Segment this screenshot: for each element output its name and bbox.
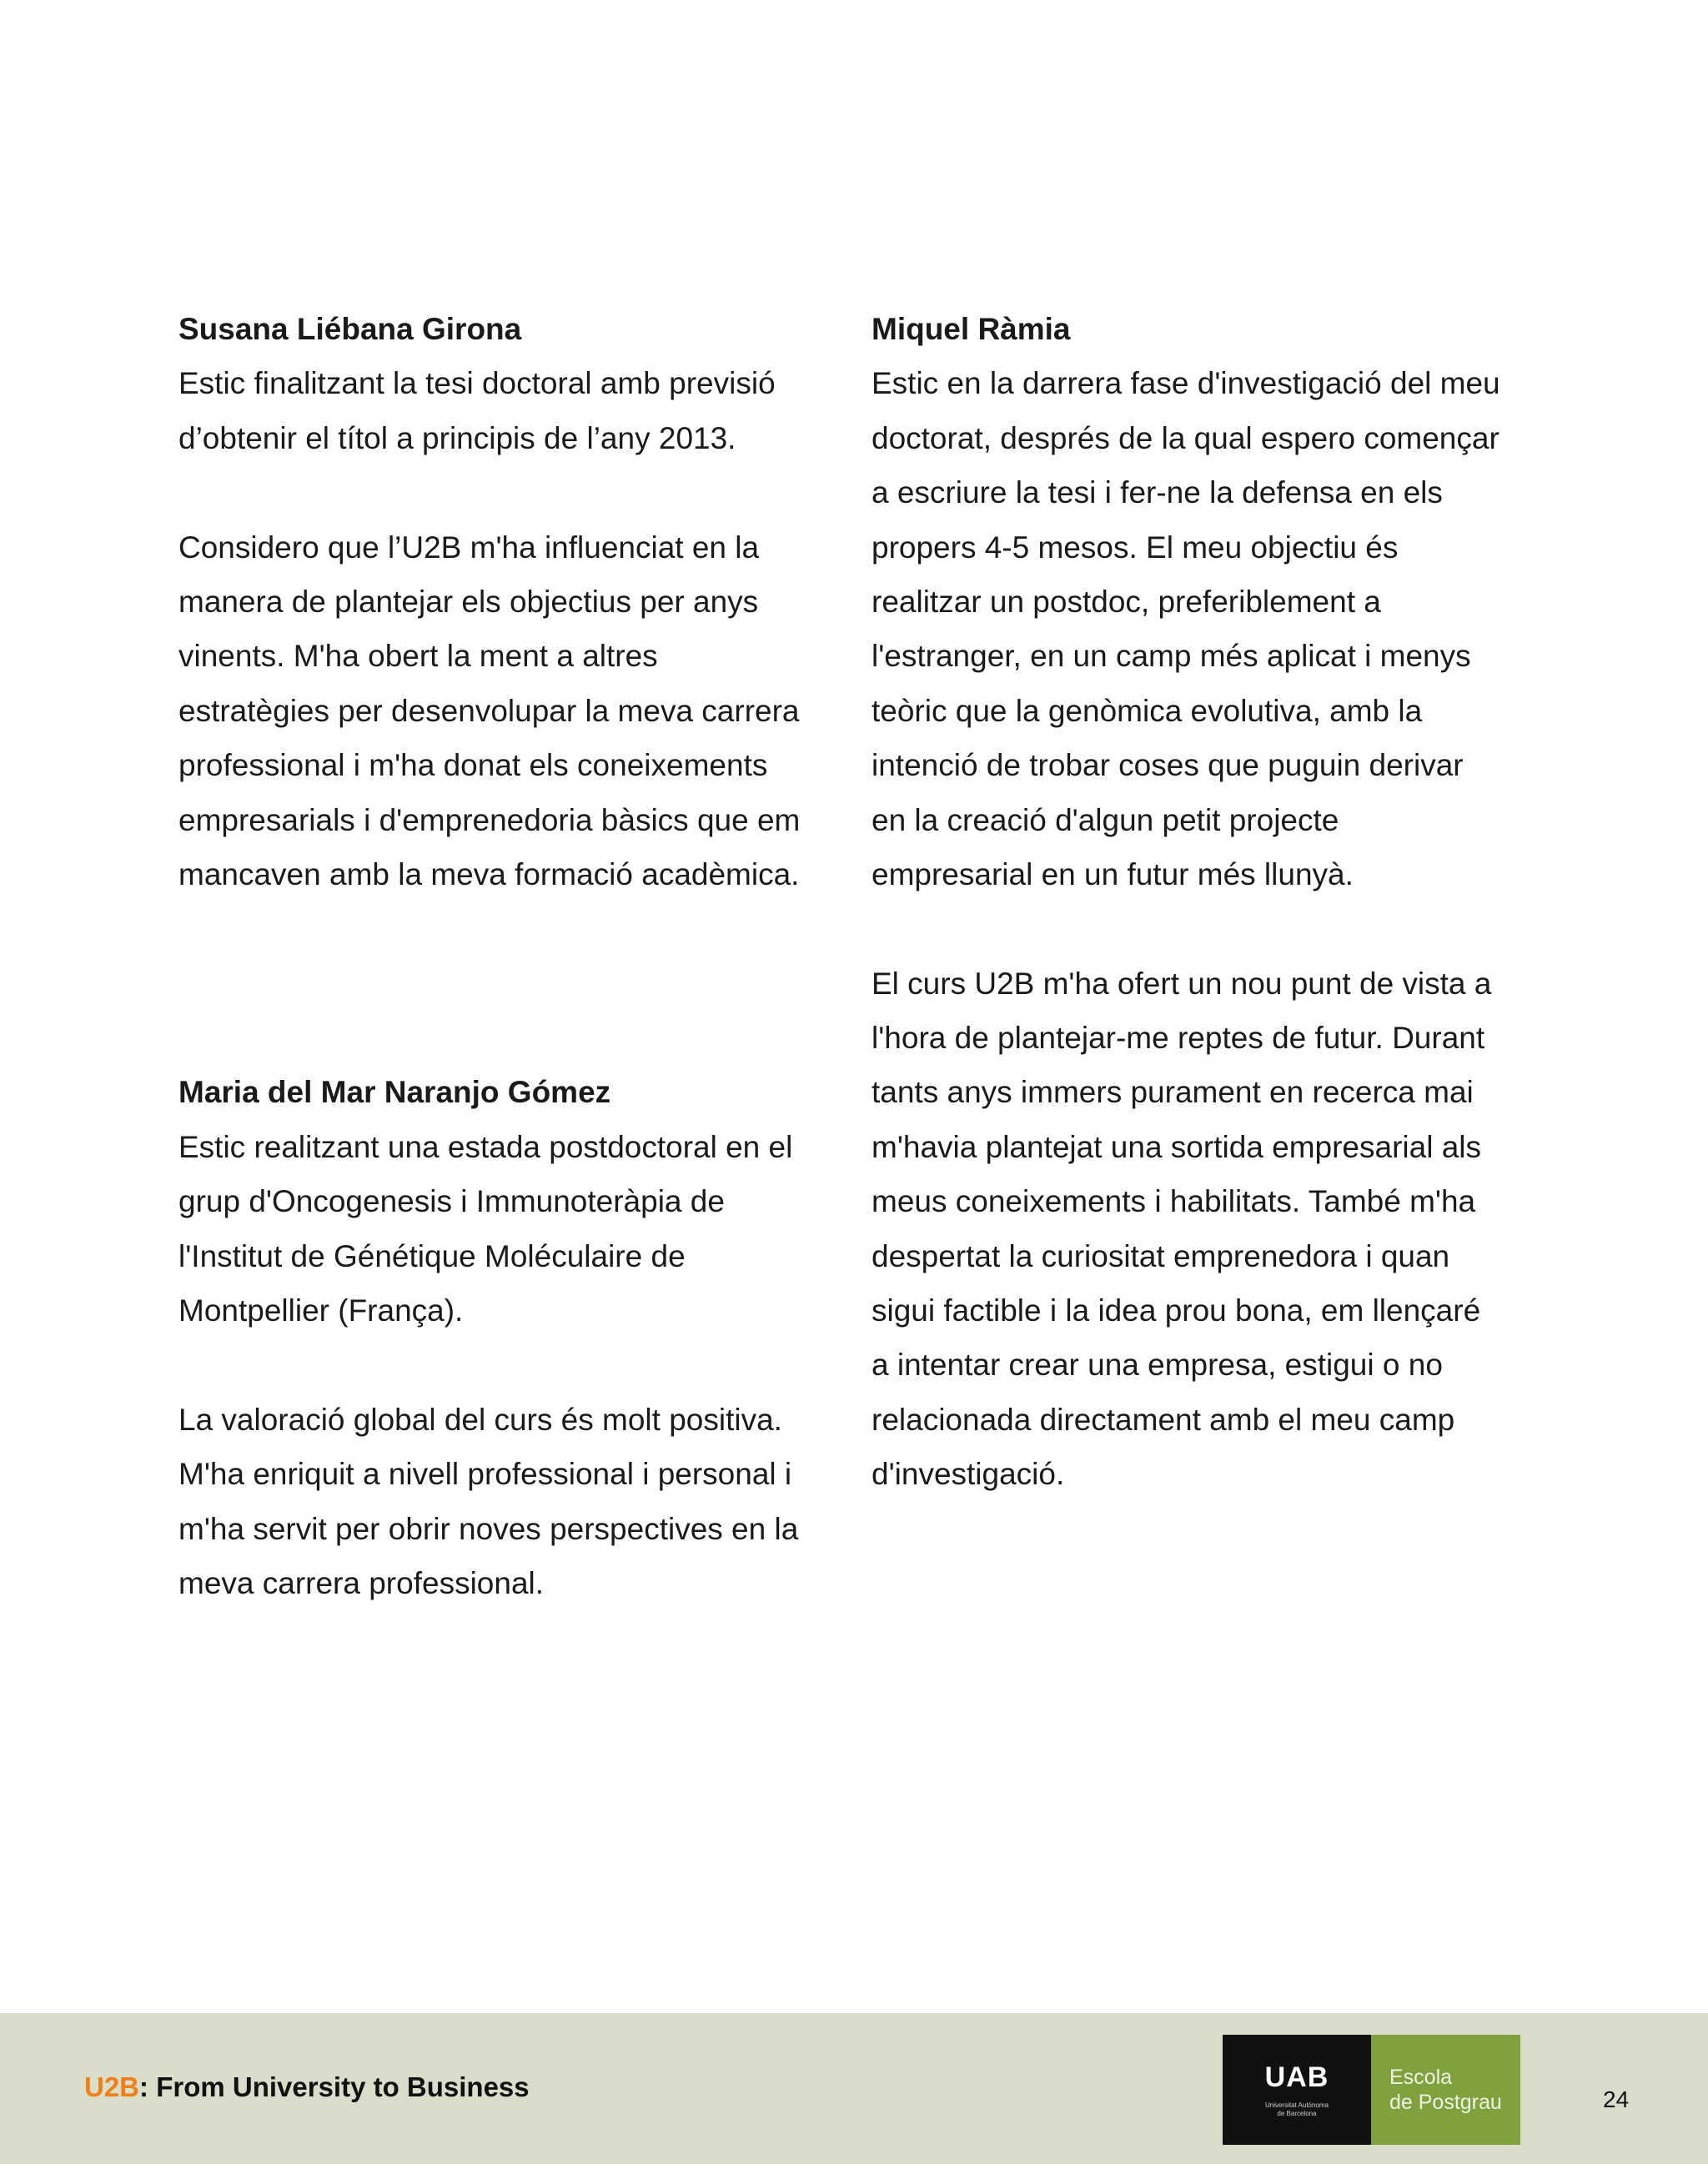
body-line: en la creació d'algun petit projecte: [872, 802, 1339, 837]
uab-logo-text: UAB: [1264, 2061, 1329, 2093]
body-line: doctorat, després de la qual espero començar: [872, 420, 1500, 455]
body-line: sigui factible i la idea prou bona, em llençaré: [872, 1293, 1481, 1328]
uab-logo-subtitle-line: de Barcelona: [1277, 2110, 1317, 2117]
body-line: m'ha servit per obrir noves perspectives en la: [178, 1511, 799, 1546]
body-line: Montpellier (França).: [178, 1293, 464, 1328]
body-line: l'hora de plantejar-me reptes de futur. Durant: [872, 1021, 1485, 1056]
body-line: tants anys immers purament en recerca mai: [872, 1075, 1474, 1110]
escola-logo-line: Escola: [1389, 2066, 1453, 2089]
body-line: l'estranger, en un camp més aplicat i menys: [872, 639, 1471, 674]
body-line: intenció de trobar coses que puguin derivar: [872, 748, 1464, 783]
body-line: Estic finalitzant la tesi doctoral amb previsió: [178, 366, 776, 401]
body-line: Estic en la darrera fase d'investigació del meu: [872, 366, 1500, 401]
body-line: empresarial en un futur més llunyà.: [872, 856, 1354, 891]
body-line: mancaven amb la meva formació acadèmica.: [178, 856, 800, 891]
body-line: a escriure la tesi i fer-ne la defensa en els: [872, 475, 1443, 510]
body-line: relacionada directament amb el meu camp: [872, 1402, 1455, 1437]
body-line: professional i m'ha donat els coneixements: [178, 748, 768, 783]
body-line: meva carrera professional.: [178, 1565, 545, 1600]
body-line: meus coneixements i habilitats. També m'ha: [872, 1184, 1476, 1219]
body-line: manera de plantejar els objectius per anys: [178, 584, 759, 619]
person-name: Miquel Ràmia: [872, 312, 1071, 346]
body-line: d’obtenir el títol a principis de l’any 2013.: [178, 420, 736, 455]
body-line: empresarials i d'emprenedoria bàsics que em: [178, 802, 801, 837]
footer-title-text: : From University to Business: [139, 2071, 530, 2102]
body-line: realitzar un postdoc, preferiblement a: [872, 584, 1381, 619]
body-line: vinents. M'ha obert la ment a altres: [178, 639, 658, 674]
left-column: [178, 302, 837, 1610]
uab-logo: [1223, 2035, 1371, 2145]
escola-postgrau-logo: [1371, 2035, 1520, 2145]
escola-logo-line: de Postgrau: [1389, 2091, 1502, 2114]
body-line: d'investigació.: [872, 1457, 1065, 1492]
body-line: m'havia plantejat una sortida empresarial als: [872, 1129, 1482, 1164]
body-line: teòric que la genòmica evolutiva, amb la: [872, 693, 1423, 728]
page-number: 24: [1603, 2086, 1630, 2112]
footer-title-accent: U2B: [84, 2071, 140, 2102]
uab-logo-subtitle-line: Universitat Autònoma: [1264, 2101, 1329, 2109]
body-line: Considero que l’U2B m'ha influenciat en la: [178, 530, 760, 565]
body-line: grup d'Oncogenesis i Immunoteràpia de: [178, 1184, 725, 1219]
body-line: Estic realitzant una estada postdoctoral en el: [178, 1129, 793, 1164]
right-column: [872, 302, 1530, 1502]
footer-title: [84, 2071, 530, 2103]
uab-logo-subtitle: [1223, 2101, 1371, 2118]
body-line: despertat la curiositat emprenedora i quan: [872, 1238, 1450, 1273]
body-line: propers 4-5 mesos. El meu objectiu és: [872, 530, 1399, 565]
person-name: Susana Liébana Girona: [178, 312, 522, 346]
body-line: La valoració global del curs és molt positiva.: [178, 1402, 782, 1437]
body-line: a intentar crear una empresa, estigui o no: [872, 1348, 1443, 1383]
body-line: estratègies per desenvolupar la meva carrera: [178, 693, 800, 728]
body-line: l'Institut de Génétique Moléculaire de: [178, 1238, 686, 1273]
body-line: M'ha enriquit a nivell professional i personal i: [178, 1457, 792, 1492]
escola-logo-text: [1389, 2065, 1502, 2115]
body-line: El curs U2B m'ha ofert un nou punt de vista a: [872, 966, 1492, 1001]
person-name: Maria del Mar Naranjo Gómez: [178, 1075, 611, 1110]
